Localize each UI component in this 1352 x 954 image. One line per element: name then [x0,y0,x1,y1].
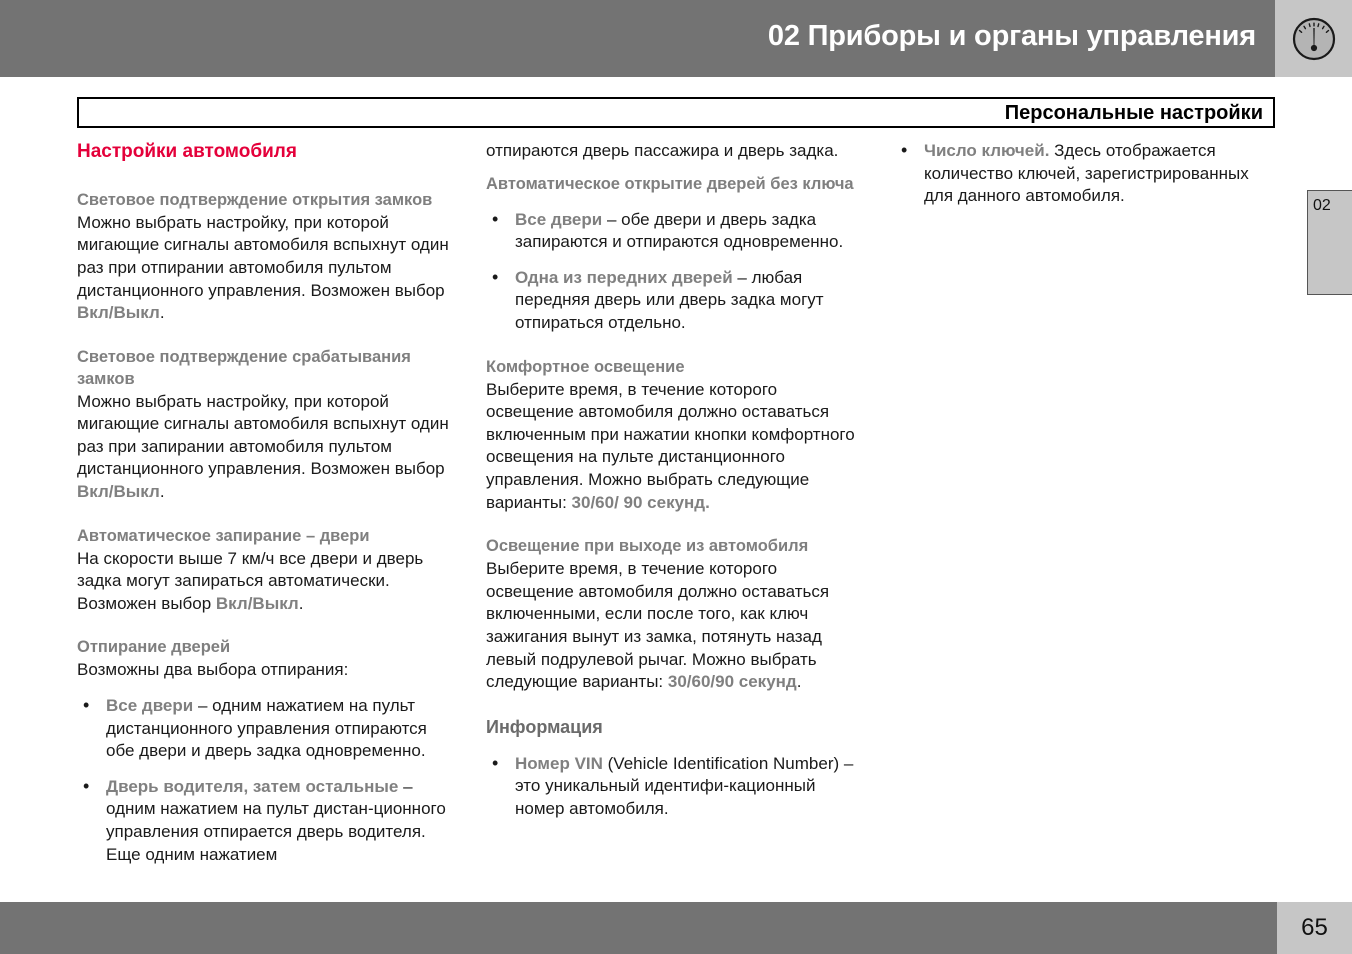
para-text: Можно выбрать настройку, при которой мигающие сигналы автомобиля вспыхнут один раз при запирании автомобиля пультом дистанционного управления. Возможен выбор [77,391,449,479]
emphasis-duration-options: 30/60/ 90 секунд. [571,492,710,512]
spacer [486,514,858,536]
gauge-icon [1291,16,1337,62]
list-item-text: – любая передняя дверь или дверь задка могут отпираться отдельно. [515,267,824,332]
page-number-box [1277,902,1352,954]
heading-keyless-door-opening: Автоматическое открытие дверей без ключа [486,174,854,193]
chapter-index-tab-label: 02 [1313,197,1331,214]
list-keyless-door-opening [486,209,858,335]
heading-information: Информация [486,716,603,737]
list-item-emphasis: Дверь водителя, затем остальные [106,776,399,796]
spacer [77,504,449,526]
para-text-tail: . [159,482,165,502]
para-text: Выберите время, в течение которого освещение автомобиля должно оставаться включенными, если после того, как ключ зажигания вынут из замка, потянуть назад левый подрулевой рычаг. Можно выбрать следующие варианты: [486,559,830,692]
list-item-text: (Vehicle Identification Number) – это уникальный идентифи-кационный номер автомобиля. [515,753,854,818]
list-item [77,776,449,866]
content-column-1 [77,140,449,866]
paragraph-continuation: отпираются дверь пассажира и дверь задка. [486,141,839,160]
list-item-emphasis: Номер VIN [515,753,603,773]
page-number: 65 [1301,914,1328,941]
para-text: Можно выбрать настройку, при которой мигающие сигналы автомобиля вспыхнут один раз при отпирании автомобиля пультом дистанционного управления. Возможен выбор [77,212,449,300]
paragraph-light-unlock-confirmation [77,212,449,325]
list-item-text: – одним нажатием на пульт дистанционного управления отпираются обе двери и дверь задка одновременно. [106,695,427,761]
chapter-title: 02 Приборы и органы управления [767,20,1256,52]
para-text: Выберите время, в течение которого освещение автомобиля должно оставаться включенным при нажатии кнопки комфортного освещения на пульте дистанционного управления. Можно выбрать следующие варианты: [486,379,855,512]
list-item-text: – обе двери и дверь задка запираются и отпираются одновременно. [515,209,844,252]
page-content [0,140,1352,900]
list-information [486,753,858,821]
page-title: Настройки автомобиля [77,141,297,162]
list-item-text: – одним нажатием на пульт дистан-ционного управления отпирается дверь водителя. Еще одним нажатием [106,776,446,864]
heading-light-unlock-confirmation: Световое подтверждение открытия замков [77,190,433,209]
list-item-emphasis: Все двери [106,695,194,715]
paragraph-light-lock-confirmation [77,391,449,504]
chapter-icon-box [1275,0,1352,77]
heading-door-unlocking: Отпирание дверей [77,638,231,657]
spacer [486,694,858,716]
paragraph-auto-locking-doors [77,548,449,616]
para-text-tail: . [159,303,165,323]
paragraph-comfort-lighting [486,379,858,515]
emphasis-on-off: Вкл/Выкл [215,593,299,613]
heading-auto-locking-doors: Автоматическое запирание – двери [77,526,370,545]
paragraph-exit-lighting [486,558,858,694]
emphasis-on-off: Вкл/Выкл [77,482,160,502]
list-item-emphasis: Все двери [515,209,603,229]
para-text-tail: . [298,593,304,613]
emphasis-on-off: Вкл/Выкл [77,303,160,323]
emphasis-duration-options: 30/60/90 секунд [667,672,797,692]
content-column-2 [486,140,858,821]
list-item-emphasis: Число ключей. [924,141,1050,160]
list-item [895,140,1280,208]
list-item [77,695,449,763]
spacer [77,325,449,347]
list-item [486,267,858,335]
paragraph-door-unlocking-intro: Возможны два выбора отпирания: [77,660,349,680]
list-information-continued [895,140,1280,208]
content-column-3 [895,140,1280,208]
list-item-emphasis: Одна из передних дверей [515,267,733,287]
spacer [77,615,449,637]
list-item [486,753,858,821]
heading-exit-lighting: Освещение при выходе из автомобиля [486,537,809,556]
list-item-text: Здесь отображается количество ключей, зарегистрированных для данного автомобиля. [924,141,1249,206]
para-text: На скорости выше 7 км/ч все двери и дверь задка могут запираться автоматически. Возможен выбор [77,548,424,613]
section-title: Персональные настройки [1004,102,1263,124]
spacer [486,163,858,174]
page-header-band [0,0,1352,77]
heading-comfort-lighting: Комфортное освещение [486,357,685,376]
page-footer-band [0,902,1277,954]
list-door-unlocking [77,695,449,866]
list-item [486,209,858,254]
para-text-tail: . [796,672,802,692]
section-title-bar [77,97,1275,128]
heading-light-lock-confirmation: Световое подтверждение срабатывания замков [77,347,411,388]
spacer [486,335,858,357]
